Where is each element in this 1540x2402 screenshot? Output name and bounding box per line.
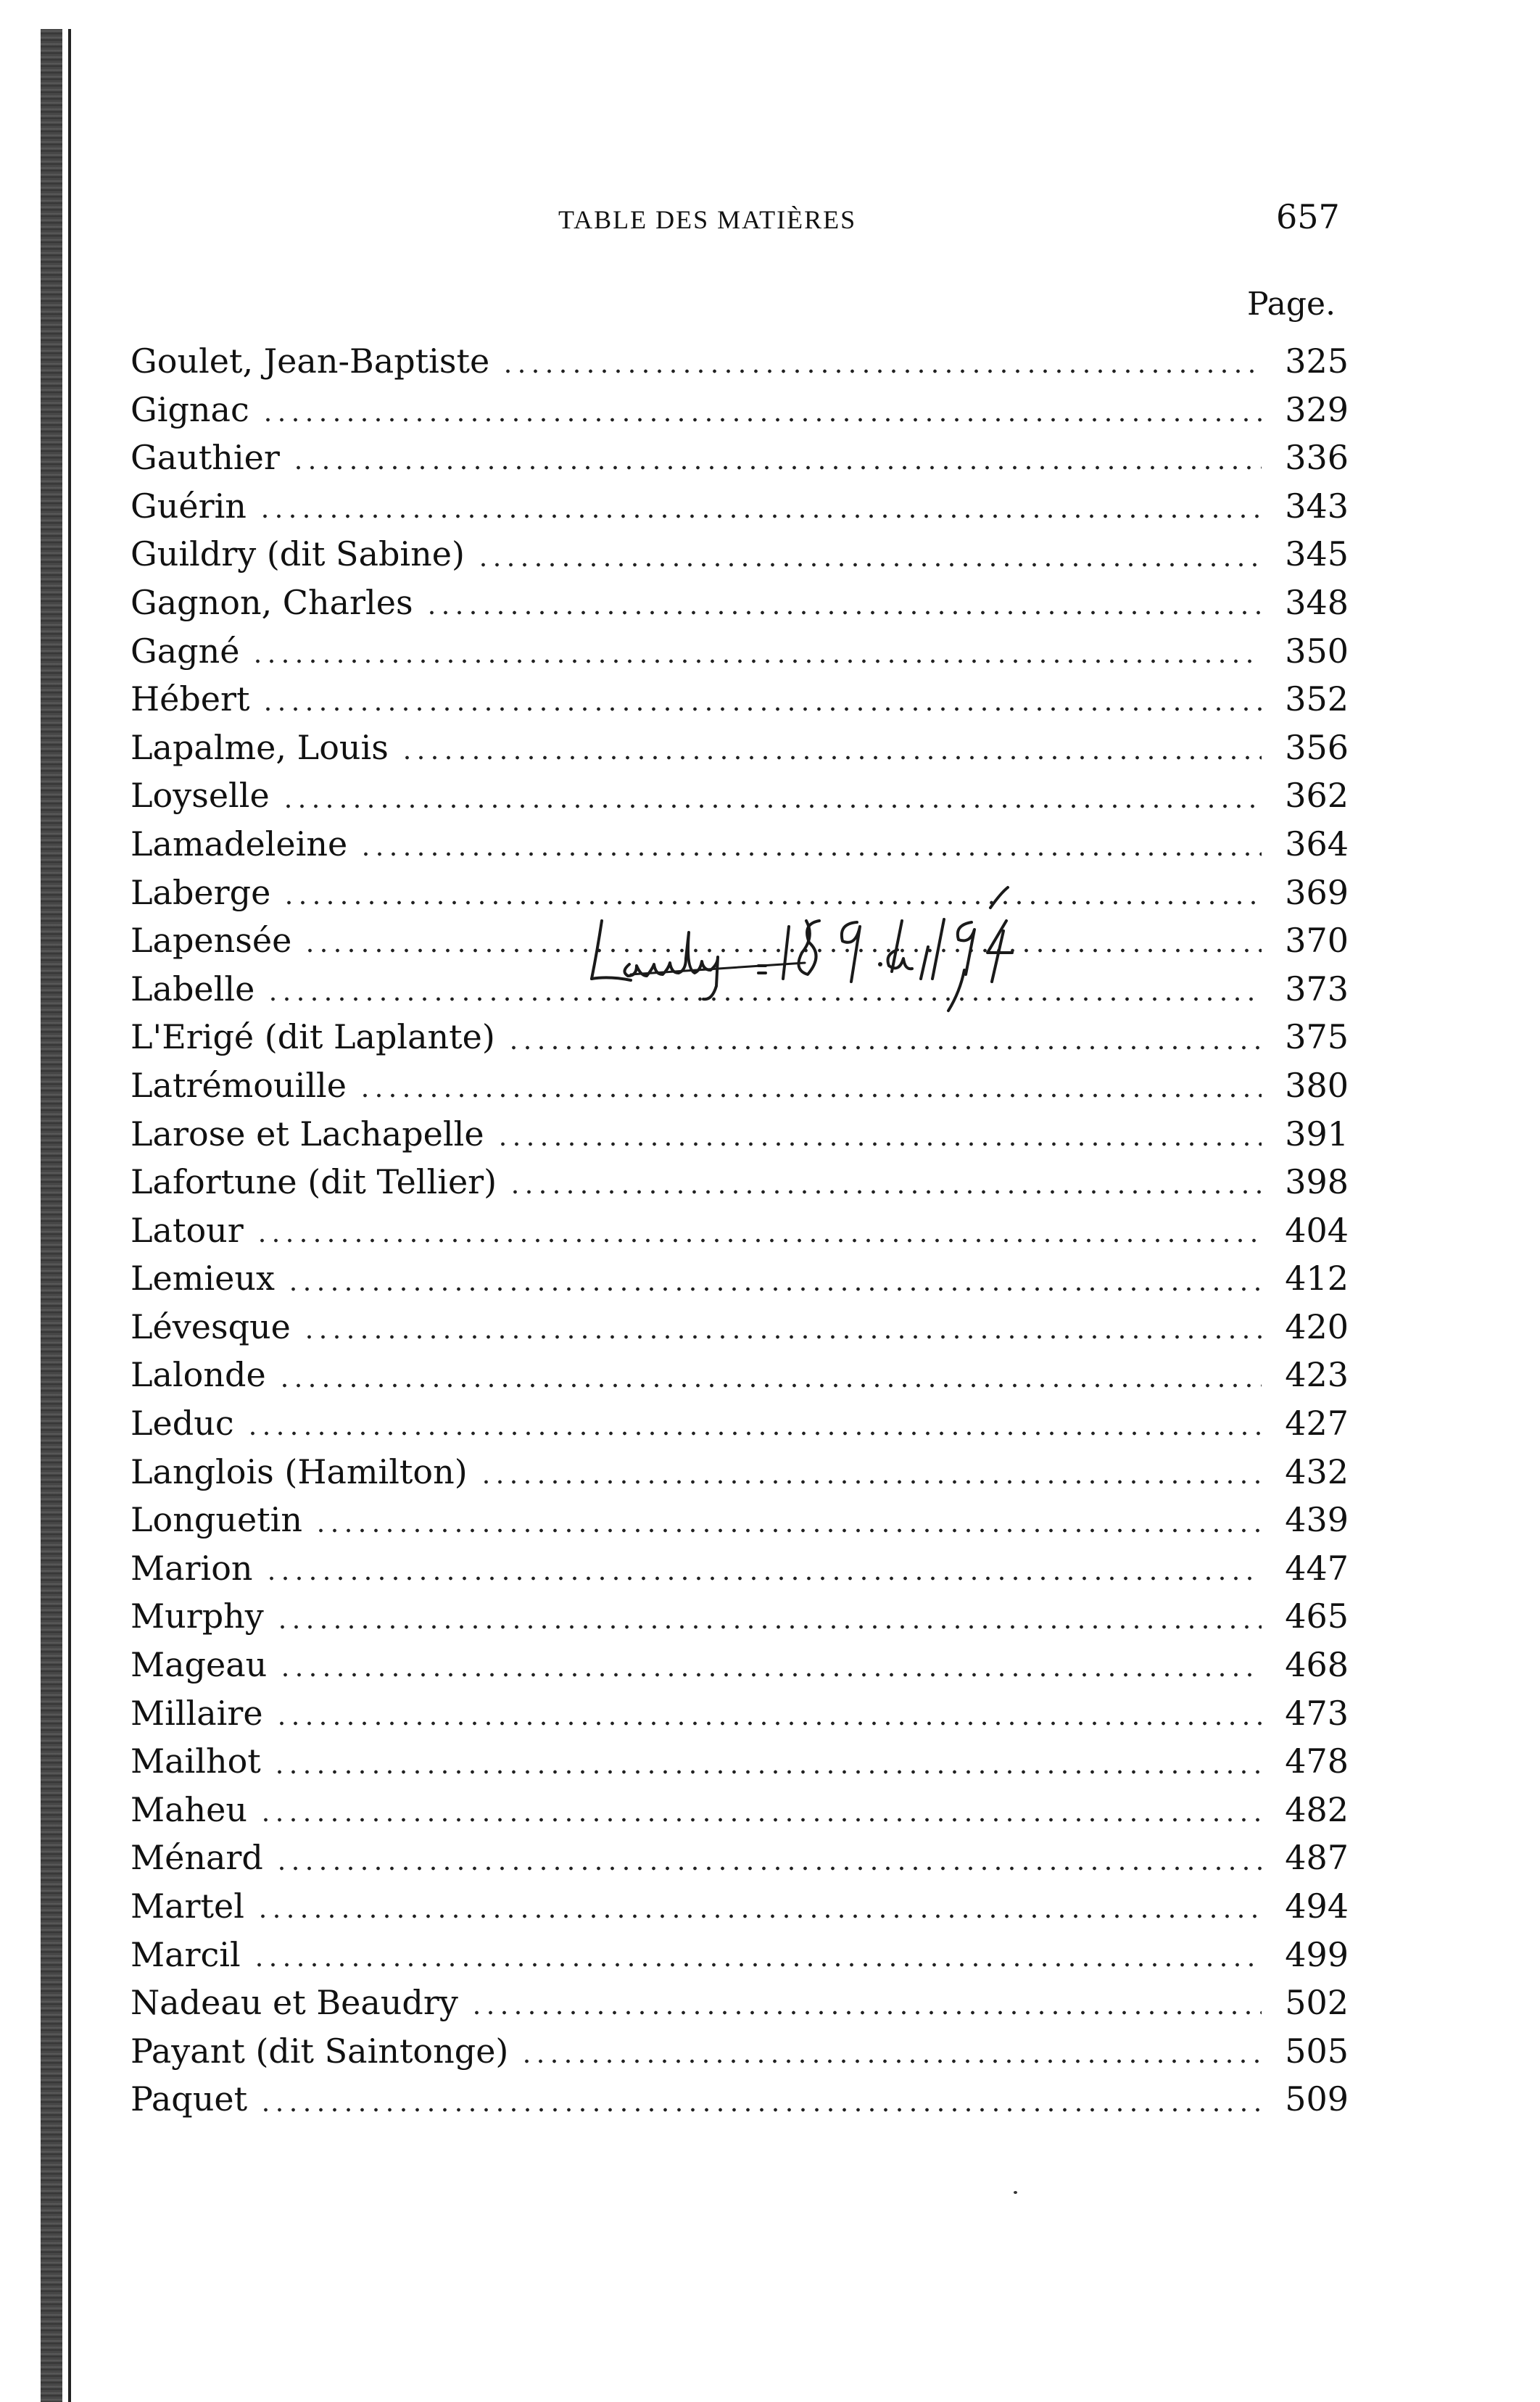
toc-entry — [131, 1979, 1349, 2027]
dot-leader — [302, 1335, 1262, 1339]
toc-entry — [131, 434, 1349, 482]
dot-leader — [251, 659, 1262, 663]
toc-entry-page: 373 — [1285, 969, 1349, 1009]
toc-entry-name: Gignac — [131, 386, 254, 434]
toc-entry-page: 336 — [1285, 438, 1349, 478]
toc-entry-page: 439 — [1285, 1500, 1349, 1540]
toc-entry-page: 370 — [1285, 921, 1349, 961]
toc-entry-page: 375 — [1285, 1017, 1349, 1057]
running-head: TABLE DES MATIÈRES — [558, 205, 857, 234]
toc-entry-page: 427 — [1285, 1404, 1349, 1444]
toc-entry-name: Larose et Lachapelle — [131, 1110, 489, 1159]
toc-entry — [131, 482, 1349, 531]
toc-entry-name: Mageau — [131, 1641, 271, 1689]
toc-entry-name: Latrémouille — [131, 1061, 351, 1110]
toc-entry-name: Laberge — [131, 869, 275, 917]
toc-entry — [131, 1448, 1349, 1496]
toc-entry-page: 423 — [1285, 1355, 1349, 1395]
toc-entry — [131, 771, 1349, 820]
dot-leader — [261, 707, 1262, 711]
toc-entry — [131, 1061, 1349, 1110]
toc-entry-name: Millaire — [131, 1689, 268, 1738]
page-number: 657 — [1276, 197, 1340, 236]
toc-entry-name: Latour — [131, 1206, 248, 1255]
table-of-contents — [131, 337, 1349, 2124]
dot-leader — [476, 563, 1262, 567]
toc-entry — [131, 530, 1349, 579]
dot-leader — [256, 1914, 1262, 1918]
toc-entry-name: Martel — [131, 1882, 249, 1931]
toc-entry-name: Guildry (dit Sabine) — [131, 530, 469, 579]
toc-entry — [131, 1303, 1349, 1351]
toc-entry-page: 348 — [1285, 582, 1349, 622]
dot-leader — [281, 804, 1262, 808]
dot-leader — [508, 1190, 1262, 1194]
toc-entry — [131, 1351, 1349, 1399]
toc-entry-page: 482 — [1285, 1789, 1349, 1829]
dot-leader — [520, 2059, 1262, 2063]
toc-entry-name: Payant (dit Saintonge) — [131, 2027, 513, 2076]
dot-leader — [501, 369, 1262, 373]
toc-entry — [131, 1399, 1349, 1448]
toc-entry-name: Hébert — [131, 675, 254, 724]
toc-entry-page: 404 — [1285, 1210, 1349, 1250]
toc-entry — [131, 1013, 1349, 1061]
toc-entry — [131, 1689, 1349, 1738]
dot-leader — [470, 2010, 1262, 2015]
toc-entry-page: 447 — [1285, 1548, 1349, 1588]
toc-entry-name: Mailhot — [131, 1737, 265, 1786]
dot-leader — [275, 1866, 1262, 1871]
dot-leader — [479, 1480, 1262, 1484]
toc-entry — [131, 1544, 1349, 1593]
toc-entry — [131, 1496, 1349, 1544]
toc-entry-page: 356 — [1285, 727, 1349, 767]
dot-leader — [278, 1383, 1262, 1388]
toc-entry-name: Guérin — [131, 482, 251, 531]
toc-entry — [131, 1206, 1349, 1255]
dot-leader — [259, 1818, 1262, 1822]
toc-entry-name: Lévesque — [131, 1303, 295, 1351]
toc-entry-page: 412 — [1285, 1259, 1349, 1299]
toc-entry — [131, 2027, 1349, 2076]
toc-entry-page: 364 — [1285, 824, 1349, 864]
toc-entry — [131, 1158, 1349, 1206]
dot-leader — [246, 1431, 1262, 1436]
toc-entry — [131, 1641, 1349, 1689]
toc-entry-name: Marcil — [131, 1931, 245, 1979]
toc-entry-name: Labelle — [131, 965, 259, 1014]
dot-leader — [252, 1963, 1262, 1967]
toc-entry — [131, 1737, 1349, 1786]
toc-entry-name: Gauthier — [131, 434, 284, 482]
toc-entry-name: Goulet, Jean-Baptiste — [131, 337, 494, 386]
toc-entry-name: L'Erigé (dit Laplante) — [131, 1013, 500, 1061]
toc-entry — [131, 675, 1349, 724]
toc-entry-page: 432 — [1285, 1451, 1349, 1491]
handwritten-annotation — [587, 841, 1138, 1015]
dot-leader — [261, 418, 1262, 422]
toc-entry-page: 398 — [1285, 1162, 1349, 1202]
toc-entry-name: Longuetin — [131, 1496, 307, 1544]
dot-leader — [286, 1287, 1262, 1291]
toc-entry-name: Marion — [131, 1544, 257, 1593]
toc-entry — [131, 1882, 1349, 1931]
toc-entry-page: 499 — [1285, 1934, 1349, 1974]
toc-entry — [131, 579, 1349, 627]
dot-leader — [507, 1045, 1262, 1050]
toc-entry-page: 350 — [1285, 631, 1349, 671]
toc-entry-page: 369 — [1285, 872, 1349, 912]
binding-line — [68, 29, 71, 2402]
toc-entry-page: 494 — [1285, 1887, 1349, 1926]
dot-leader — [275, 1721, 1262, 1726]
toc-entry-name: Maheu — [131, 1786, 252, 1834]
toc-entry — [131, 1834, 1349, 1882]
dot-leader — [314, 1528, 1262, 1533]
dot-leader — [425, 610, 1262, 615]
toc-entry-name: Murphy — [131, 1592, 268, 1641]
dot-leader — [278, 1673, 1262, 1677]
toc-entry — [131, 724, 1349, 772]
binding-edge — [41, 29, 62, 2402]
toc-entry — [131, 1110, 1349, 1159]
toc-entry-page: 380 — [1285, 1065, 1349, 1105]
toc-entry — [131, 2075, 1349, 2124]
toc-entry-page: 502 — [1285, 1983, 1349, 2023]
toc-entry-name: Lapalme, Louis — [131, 724, 393, 772]
toc-entry-page: 487 — [1285, 1838, 1349, 1878]
toc-entry-name: Gagné — [131, 627, 244, 676]
toc-entry-name: Lemieux — [131, 1254, 279, 1303]
toc-entry-page: 345 — [1285, 534, 1349, 574]
dot-leader — [258, 514, 1262, 518]
toc-entry-name: Langlois (Hamilton) — [131, 1448, 472, 1496]
toc-entry — [131, 1786, 1349, 1834]
toc-entry-page: 325 — [1285, 341, 1349, 381]
toc-entry-page: 505 — [1285, 2031, 1349, 2071]
toc-entry — [131, 1592, 1349, 1641]
toc-entry-page: 473 — [1285, 1693, 1349, 1733]
toc-entry-page: 478 — [1285, 1742, 1349, 1781]
toc-entry-name: Lafortune (dit Tellier) — [131, 1158, 501, 1206]
toc-entry — [131, 627, 1349, 676]
toc-entry-page: 391 — [1285, 1114, 1349, 1154]
toc-entry-page: 352 — [1285, 679, 1349, 719]
toc-entry-page: 329 — [1285, 389, 1349, 429]
ink-speck — [1014, 2191, 1017, 2194]
toc-entry-page: 362 — [1285, 776, 1349, 816]
dot-leader — [400, 755, 1262, 760]
dot-leader — [358, 1093, 1262, 1098]
toc-entry-name: Lapensée — [131, 916, 296, 965]
dot-leader — [273, 1770, 1262, 1774]
toc-entry-name: Lamadeleine — [131, 820, 352, 869]
dot-leader — [496, 1142, 1262, 1146]
dot-leader — [276, 1625, 1262, 1629]
toc-entry-page: 343 — [1285, 486, 1349, 526]
dot-leader — [259, 2108, 1262, 2112]
toc-entry-name: Paquet — [131, 2075, 252, 2124]
dot-leader — [255, 1238, 1262, 1243]
toc-entry-name: Ménard — [131, 1834, 268, 1882]
page-column-label: Page. — [1247, 286, 1336, 323]
toc-entry-page: 509 — [1285, 2079, 1349, 2119]
toc-entry — [131, 1931, 1349, 1979]
toc-entry-name: Lalonde — [131, 1351, 270, 1399]
dot-leader — [265, 1576, 1262, 1581]
toc-entry-page: 420 — [1285, 1306, 1349, 1346]
toc-entry-name: Leduc — [131, 1399, 239, 1448]
toc-entry — [131, 386, 1349, 434]
toc-entry-name: Gagnon, Charles — [131, 579, 418, 627]
dot-leader — [291, 465, 1262, 470]
toc-entry-name: Loyselle — [131, 771, 274, 820]
toc-entry-page: 468 — [1285, 1645, 1349, 1685]
toc-entry-name: Nadeau et Beaudry — [131, 1979, 463, 2027]
toc-entry — [131, 1254, 1349, 1303]
toc-entry — [131, 337, 1349, 386]
toc-entry-page: 465 — [1285, 1596, 1349, 1636]
